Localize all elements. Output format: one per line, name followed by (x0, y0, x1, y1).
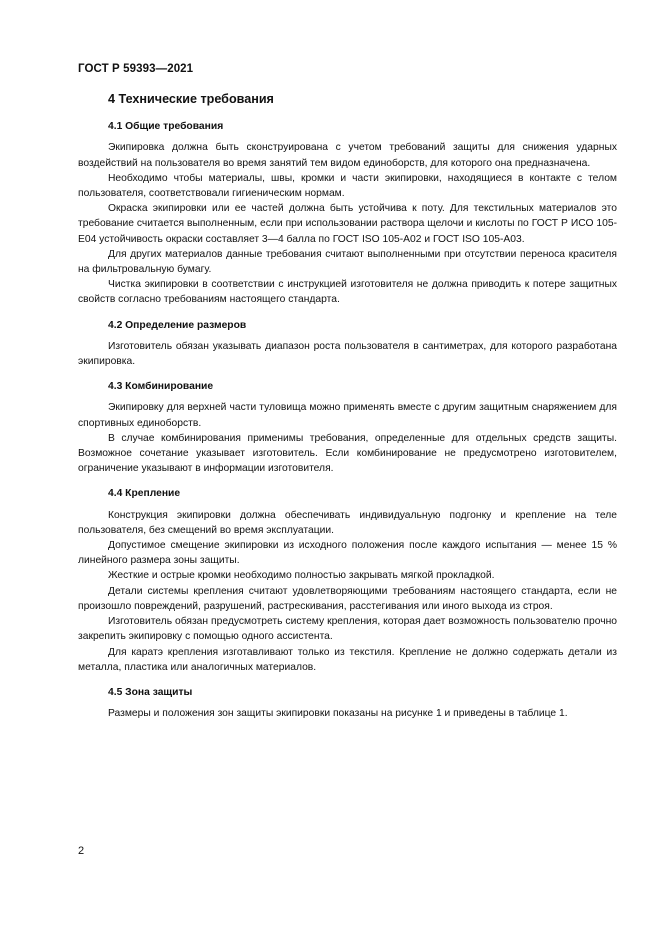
subsection-title: 4.1 Общие требования (108, 121, 224, 133)
paragraph: Изготовитель обязан предусмотреть систему крепления, которая дает возможность пользователю прочно закрепить экипировку с помощью одного ассистента. (78, 616, 617, 643)
subsection-title: 4.3 Комбинирование (108, 381, 214, 393)
subsection-protection-zone (78, 685, 617, 721)
paragraph: В случае комбинирования применимы требования, определенные для отдельных средств защиты. Возможное сочетание указывает изготовитель. Если комбинирование не предусмотрено изготовителем, ограничение указывают в информации изготовителя. (78, 432, 617, 475)
subsection-title: 4.2 Определение размеров (108, 319, 247, 331)
document-code: ГОСТ Р 59393—2021 (78, 63, 194, 75)
paragraph: Допустимое смещение экипировки из исходного положения после каждого испытания — менее 15 % линейного размера зоны защиты. (78, 540, 617, 567)
paragraph: Жесткие и острые кромки необходимо полностью закрывать мягкой прокладкой. (108, 570, 495, 582)
paragraph: Для других материалов данные требования считают выполненными при отсутствии переноса красителя на фильтровальную бумагу. (78, 248, 617, 276)
page-number: 2 (78, 845, 85, 857)
paragraph: Размеры и положения зон защиты экипировки показаны на рисунке 1 и приведены в таблице 1. (108, 708, 568, 720)
subsection-combining (78, 379, 617, 476)
subsection-sizing (78, 318, 617, 370)
section-title: 4 Технические требования (108, 92, 274, 106)
paragraph: Необходимо чтобы материалы, швы, кромки и части экипировки, находящиеся в контакте с телом пользователя, соответствовали гигиеническим нормам. (78, 172, 617, 200)
subsection-title: 4.5 Зона защиты (108, 686, 193, 698)
paragraph: Чистка экипировки в соответствии с инструкцией изготовителя не должна приводить к потере защитных свойств согласно требованиям настоящего стандарта. (78, 279, 617, 306)
paragraph: Экипировку для верхней части туловища можно применять вместе с другим защитным снаряжением для спортивных единоборств. (78, 402, 617, 429)
paragraph: Для каратэ крепления изготавливают только из текстиля. Крепление не должно содержать детали из металла, пластика или аналогичных материалов. (78, 646, 617, 673)
paragraph: Изготовитель обязан указывать диапазон роста пользователя в сантиметрах, для которого разработана экипировка. (78, 340, 617, 368)
subsection-title: 4.4 Крепление (108, 488, 181, 500)
subsection-fastening (78, 486, 617, 674)
paragraph: Детали системы крепления считают удовлетворяющими требованиям настоящего стандарта, если не произошло повреждений, разрушений, растрескивания, расстегивания или иного выхода из строя. (78, 585, 617, 612)
document-body (78, 90, 617, 731)
paragraph: Конструкция экипировки должна обеспечивать индивидуальную подгонку и крепление на теле пользователя, без смещений во время эксплуатации. (78, 509, 617, 536)
paragraph: Окраска экипировки или ее частей должна быть устойчива к поту. Для текстильных материалов это требование считается выполненным, если при использовании раствора щелочи и кислоты по ГОСТ Р ИСО 105-E04 устойчивость окраски составляет 3—4 балла по ГОСТ ISO 105-A02 и ГОСТ ISO 105-A03. (78, 203, 617, 245)
subsection-general (78, 119, 617, 307)
paragraph: Экипировка должна быть сконструирована с учетом требований защиты для снижения ударных воздействий на пользователя во время занятий тем видом единоборств, для которого она предназначена. (78, 142, 617, 169)
